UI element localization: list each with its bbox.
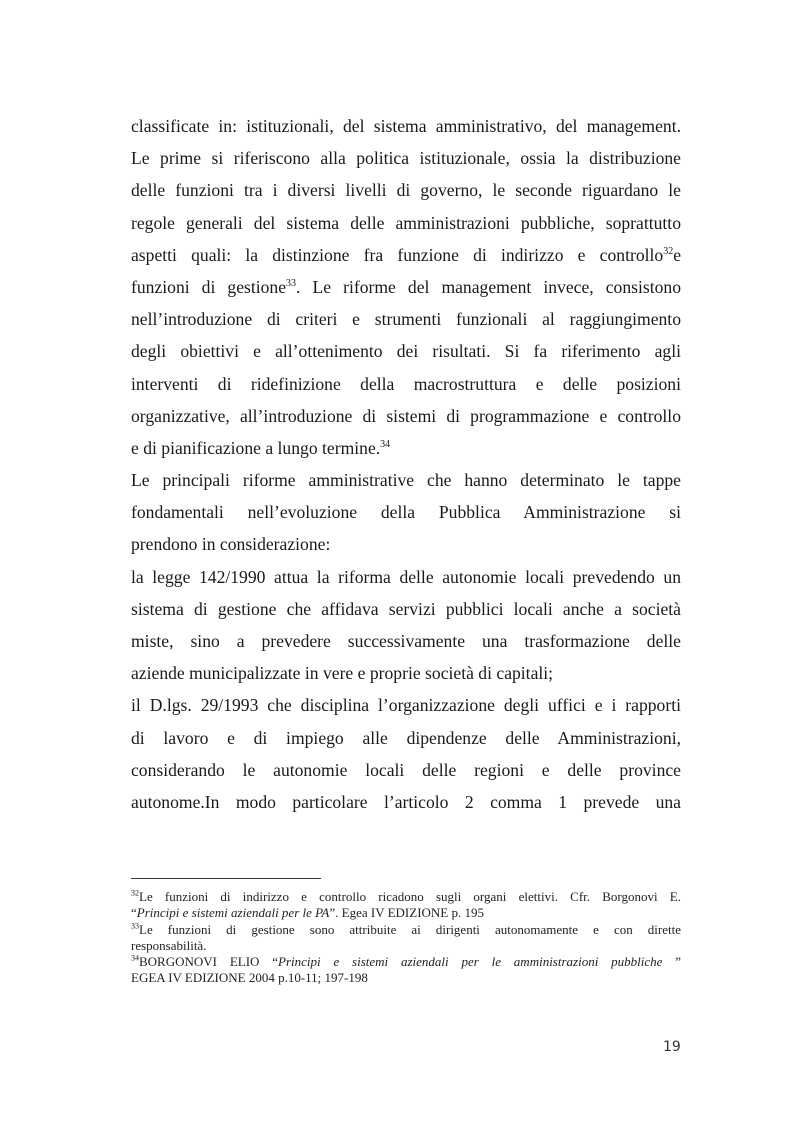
line-text: interventi di ridefinizione della macrostruttura e delle posizioni [131,373,681,394]
line-text: organizzative, all’introduzione di sistemi di programmazione e controllo [131,405,681,426]
text-line [131,368,681,400]
body-text [131,110,681,818]
line-text: di lavoro e di impiego alle dipendenze delle Amministrazioni, [131,727,681,748]
bullet-line [131,689,681,721]
line-text: funzioni di gestione [131,276,287,297]
footnote-ref: 32 [663,245,674,257]
line-text: aziende municipalizzate in vere e proprie società di capitali; [131,663,554,684]
footnote-ref: 32 [131,889,139,898]
footnote-title: Principi e sistemi aziendali per le amministrazioni pubbliche [278,954,663,970]
page-number: 19 [663,1039,681,1055]
footnote-ref: 34 [131,954,139,963]
text-line [131,528,681,560]
footnotes [131,889,681,987]
text-line [131,400,681,432]
footnote-ref: 34 [380,439,391,451]
footnote-text: EGEA IV EDIZIONE 2004 p.10-11; 197-198 [131,970,368,986]
text-line [131,786,681,818]
text-line [131,207,681,239]
text-line [131,625,681,657]
line-text: e di pianificazione a lungo termine. [131,437,381,458]
line-text: prendono in considerazione: [131,534,331,555]
footnote-line [131,938,681,954]
line-text: regole generali del sistema delle amministrazioni pubbliche, soprattutto [131,212,681,233]
text-line [131,174,681,206]
line-text: il D.lgs. 29/1993 che disciplina l’organizzazione degli uffici e i rapporti [131,695,681,716]
line-text: miste, sino a prevedere successivamente una trasformazione delle [131,631,681,651]
footnote-ref: 33 [131,921,139,931]
footnote-text: ”. Egea IV EDIZIONE p. 195 [329,905,484,921]
bullet-line [131,561,681,593]
line-text: Le prime si riferiscono alla politica istituzionale, ossia la distribuzione [131,148,681,169]
text-line [131,110,681,142]
line-text: degli obiettivi e all’ottenimento dei risultati. Si fa riferimento agli [131,341,681,362]
line-text: considerando le autonomie locali delle regioni e delle province [131,759,681,780]
footnote-line [131,889,681,905]
footnote-title: Principi e sistemi aziendali per le PA [136,905,330,921]
text-line [131,271,681,303]
line-text: nell’introduzione di criteri e strumenti funzionali al raggiungimento [131,309,681,330]
text-line [131,432,681,464]
line-text-after: . Le riforme del management invece, consistono [296,276,681,297]
footnote-text: Le funzioni di indirizzo e controllo ricadono sugli organi elettivi. Cfr. Borgonovi E. [139,889,681,904]
text-line [131,335,681,367]
text-line [131,303,681,335]
text-line [131,464,681,496]
line-text-after: e [673,244,681,265]
text-line [131,754,681,786]
footnote-line [131,922,681,938]
text-line [131,142,681,174]
text-line [131,239,681,271]
line-text: fondamentali nell’evoluzione della Pubblica Amministrazione si [131,502,681,523]
line-text: delle funzioni tra i diversi livelli di governo, le seconde riguardano le [131,180,681,201]
footnote-text: Le funzioni di gestione sono attribuite ai dirigenti autonomamente e con dirette [139,921,681,937]
footnote-line [131,970,681,986]
footnote-line [131,905,681,921]
text-line [131,657,681,689]
line-text: autonome.In modo particolare l’articolo 2 comma 1 prevede una [131,791,681,812]
line-text: la legge 142/1990 attua la riforma delle autonomie locali prevedendo un [131,566,681,587]
text-line [131,722,681,754]
text-line [131,496,681,528]
footnote-text: responsabilità. [131,937,207,953]
footnote-ref: 33 [286,278,297,290]
line-text: Le principali riforme amministrative che hanno determinato le tappe [131,470,681,491]
text-line [131,593,681,625]
footnote-line [131,954,681,970]
footnote-text: “ [131,905,137,921]
footnote-text: BORGONOVI ELIO “ [139,954,279,970]
footnote-text: ” [662,954,681,970]
line-text: classificate in: istituzionali, del sistema amministrativo, del management. [131,116,681,136]
line-text: sistema di gestione che affidava servizi pubblici locali anche a società [131,598,681,619]
footnote-separator [131,878,321,879]
line-text: aspetti quali: la distinzione fra funzione di indirizzo e controllo [131,244,664,265]
